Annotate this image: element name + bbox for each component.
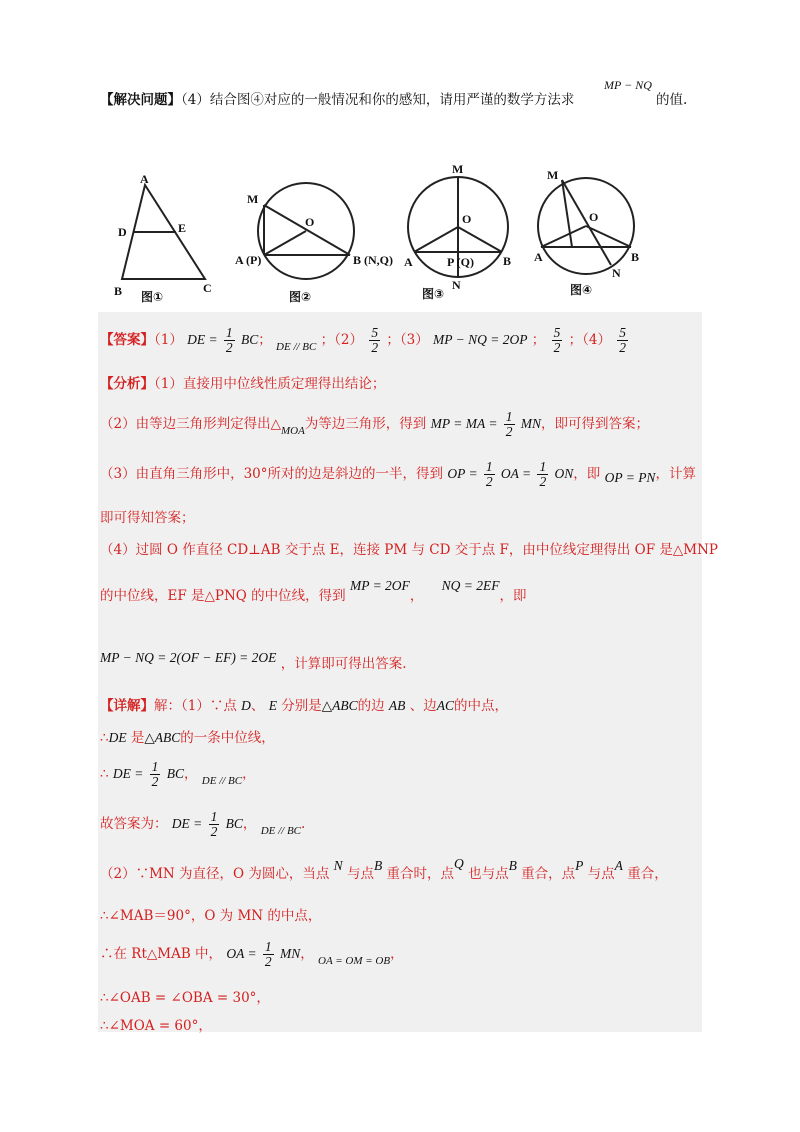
answer-parallel: DE // BC [276, 341, 317, 353]
fig2-caption: 图② [289, 290, 312, 304]
fig2-label-bnq: B (N,Q) [353, 253, 393, 267]
analysis-tag: 【分析】 [100, 376, 154, 392]
analysis-oa-eq: OA = [500, 466, 532, 481]
detail-text-1c: 的边 [357, 698, 385, 714]
frac-num: 1 [539, 459, 547, 474]
detail-half-3 [263, 940, 274, 969]
detail-ac: AC [436, 698, 454, 713]
analysis-moa: MOA [280, 425, 305, 437]
detail-half-2 [209, 810, 220, 839]
frac-den: 2 [505, 424, 513, 439]
fig4-label-b: B [631, 250, 640, 264]
analysis-text-2a: （2）由等边三角形判定得出△ [100, 416, 281, 432]
detail-therefore-2: ∴ [100, 766, 109, 782]
frac-num: 5 [619, 325, 626, 340]
analysis-mp-2of: MP = 2OF [349, 578, 410, 593]
detail-oa-eq: OA = [226, 946, 257, 961]
detail-b: B [373, 858, 383, 873]
analysis-half-2 [484, 460, 495, 489]
frac-num: 1 [151, 759, 159, 774]
detail-parallel: DE // BC [201, 775, 243, 787]
analysis-mp-nq-2oe: MP − NQ = 2(OF − EF) = 2OE [100, 650, 277, 665]
answer-mp-eq: MP − NQ = 2OP [433, 332, 528, 347]
question-line [100, 90, 574, 110]
analysis-comma: ， [409, 588, 424, 604]
analysis-mn: MN [520, 416, 542, 431]
fig2-label-ap: A (P) [235, 253, 262, 267]
fig3-label-a: A [404, 255, 413, 269]
analysis-op-eq: OP = [447, 466, 478, 481]
answer-part-2: ；（2） [320, 332, 364, 348]
fig4-label-o: O [589, 210, 599, 224]
detail-line-4: 故答案为： DE = $\frac{1}{2}$ BC， $_{DE // BC}$. [100, 809, 306, 839]
question-formula: MP − NQ [604, 78, 652, 92]
answer-five-halves-1 [369, 326, 380, 355]
fig1-caption: 图① [141, 290, 164, 304]
frac-den: 2 [553, 340, 561, 355]
frac-den: 2 [619, 340, 626, 355]
detail-text-2c: 的一条中位线， [180, 730, 275, 746]
frac-num: 5 [371, 325, 379, 340]
detail-abc-2: △ABC [144, 730, 181, 745]
detail-d: D [241, 698, 251, 713]
figures-area [100, 155, 660, 305]
answer-part-3: ；（3） [386, 332, 429, 348]
detail-bc-2: BC [225, 816, 243, 831]
analysis-mp-eq: MP = MA = [430, 416, 498, 431]
analysis-half-1 [504, 410, 515, 439]
figure-1-triangle [114, 172, 212, 304]
analysis-line-4: 即可得知答案； [100, 510, 195, 526]
frac-num: 1 [505, 409, 513, 424]
fig2-label-o: O [305, 215, 315, 229]
answer-line: 【答案】（1） DE = $\frac{1}{2}$ BC； $_{DE // BC}$ ；（2） $\frac{5}{2}$ ；（3） MP − NQ = 2OP ； $\frac{5}{2}$ ；（4） $\frac{5}{2}$ [100, 325, 626, 355]
frac-den: 2 [264, 954, 272, 969]
detail-p: P [575, 858, 584, 873]
analysis-line-2 [100, 410, 649, 439]
fig4-caption: 图④ [570, 283, 593, 297]
frac-num: 1 [264, 939, 272, 954]
analysis-half-3 [537, 460, 548, 489]
analysis-line-5: （4）过圆 O 作直径 CD⊥AB 交于点 E，连接 PM 与 CD 交于点 F，由中位线定理得出 OF 是△MNP [100, 542, 718, 558]
analysis-line-6 [100, 578, 527, 604]
fig3-label-o: O [462, 212, 472, 226]
detail-half-1 [150, 760, 161, 789]
detail-oa-om-ob: OA = OM = OB [318, 955, 391, 967]
detail-text-1d: 、边 [409, 698, 437, 714]
answer-sep: ； [531, 332, 546, 348]
analysis-text-6a: 的中位线，EF 是△PNQ 的中位线，得到 [100, 588, 346, 604]
fig4-label-a: A [534, 250, 543, 264]
analysis-nq-2ef: NQ = 2EF [441, 578, 500, 593]
analysis-on: ON [554, 466, 574, 481]
analysis-text-3c: ，计算 [655, 466, 696, 482]
fig1-label-a: A [140, 172, 149, 186]
detail-text-5g: 重合， [627, 866, 668, 882]
answer-half-frac [224, 326, 235, 355]
question-suffix: 的值. [656, 92, 688, 108]
detail-ab: AB [388, 698, 406, 713]
frac-num: 5 [553, 325, 561, 340]
analysis-text-1: （1）直接用中位线性质定理得出结论； [154, 376, 386, 392]
frac-num: 1 [210, 809, 218, 824]
detail-text-4a: 故答案为： [100, 816, 168, 832]
detail-text-8: ∴∠OAB = ∠OBA = 30°， [100, 990, 270, 1006]
answer-five-halves-3 [617, 326, 628, 355]
detail-text-2b: 是 [130, 730, 145, 746]
frac-den: 2 [225, 340, 233, 355]
analysis-text-3b: ，即 [573, 466, 601, 482]
detail-bc: BC [166, 766, 184, 781]
fig2-label-m: M [247, 192, 259, 206]
answer-part-4: ；（4） [568, 332, 611, 348]
detail-text-7a: ∴在 Rt△MAB 中， [100, 946, 223, 962]
detail-line-9 [100, 1014, 212, 1034]
analysis-text-6b: ，即 [499, 588, 527, 604]
figure-4-circle [534, 168, 639, 297]
answer-part-1: （1） [154, 332, 183, 348]
frac-num: 1 [225, 325, 233, 340]
frac-den: 2 [485, 474, 493, 489]
detail-text-1b: 分别是 [281, 698, 322, 714]
answer-tag: 【答案】 [100, 332, 154, 348]
detail-line-6: ∴∠MAB＝90°，O 为 MN 的中点， [100, 908, 322, 924]
answer-bc: BC [240, 332, 259, 347]
frac-num: 1 [485, 459, 493, 474]
answer-de-eq: DE = [187, 332, 218, 347]
fig1-label-e: E [178, 221, 187, 235]
detail-text-5f: 与点 [587, 866, 615, 882]
detail-line-8 [100, 986, 270, 1006]
detail-therefore: ∴ [100, 730, 109, 746]
detail-n: N [333, 858, 343, 873]
detail-tag: 【详解】 [100, 698, 154, 714]
fig3-label-pq: P (Q) [447, 255, 474, 269]
analysis-text-3a: （3）由直角三角形中，30°所对的边是斜边的一半，得到 [100, 466, 444, 482]
analysis-text-2c: ，即可得到答案； [541, 416, 650, 432]
analysis-line-1 [100, 372, 385, 392]
detail-abc: △ABC [321, 698, 358, 713]
fig1-label-c: C [203, 281, 212, 295]
detail-q: Q [454, 856, 464, 871]
frac-den: 2 [539, 474, 547, 489]
figure-2-circle [235, 183, 393, 304]
fig1-label-d: D [118, 225, 127, 239]
detail-line-5 [100, 856, 668, 882]
detail-text-1e: 的中点， [453, 698, 508, 714]
answer-five-halves-2 [552, 326, 563, 355]
detail-line-7: ∴在 Rt△MAB 中， OA = $\frac{1}{2}$ MN， $_{OA = OM = OB}$， [100, 939, 404, 969]
detail-b-2: B [508, 858, 517, 873]
detail-sep: 、 [250, 698, 265, 714]
analysis-line-7 [100, 652, 407, 672]
detail-de-eq: DE = [112, 766, 144, 781]
fig3-caption: 图③ [422, 287, 445, 301]
fig3-label-m: M [452, 162, 464, 176]
detail-a: A [614, 858, 623, 873]
analysis-text-7b: ，计算即可得出答案. [280, 656, 407, 672]
fig4-label-m: M [547, 168, 559, 182]
detail-text-1a: 解：（1）∵点 [154, 698, 237, 714]
fig3-label-b: B [503, 254, 512, 268]
detail-text-5e: 重合，点 [521, 866, 576, 882]
detail-e: E [268, 698, 277, 713]
detail-text-5d: 也与点 [468, 866, 509, 882]
frac-den: 2 [151, 774, 159, 789]
detail-line-3: ∴ DE = $\frac{1}{2}$ BC， $_{DE // BC}$， [100, 759, 256, 789]
fig4-label-n: N [612, 266, 621, 280]
question-tag: 【解决问题】 [100, 92, 181, 108]
detail-parallel-2: DE // BC [260, 825, 302, 837]
analysis-line-3 [100, 460, 696, 489]
detail-text-5c: 重合时，点 [386, 866, 455, 882]
detail-text-5a: （2）∵MN 为直径，O 为圆心，当点 [100, 866, 330, 882]
detail-text-5b: 与点 [346, 866, 374, 882]
detail-line-1 [100, 694, 508, 714]
fig1-label-b: B [114, 284, 123, 298]
frac-den: 2 [210, 824, 218, 839]
figure-3-circle [404, 162, 511, 301]
analysis-op-pn: OP = PN [604, 470, 656, 485]
question-text: （4）结合图④对应的一般情况和你的感知，请用严谨的数学方法求 [181, 92, 575, 108]
frac-den: 2 [371, 340, 379, 355]
analysis-text-2b: 为等边三角形，得到 [304, 416, 427, 432]
detail-mn: MN [279, 946, 301, 961]
detail-de: DE [108, 730, 127, 745]
fig3-label-n: N [452, 278, 461, 292]
detail-de-eq-2: DE = [171, 816, 203, 831]
detail-line-2 [100, 726, 275, 746]
detail-text-9: ∴∠MOA = 60°， [100, 1018, 212, 1034]
